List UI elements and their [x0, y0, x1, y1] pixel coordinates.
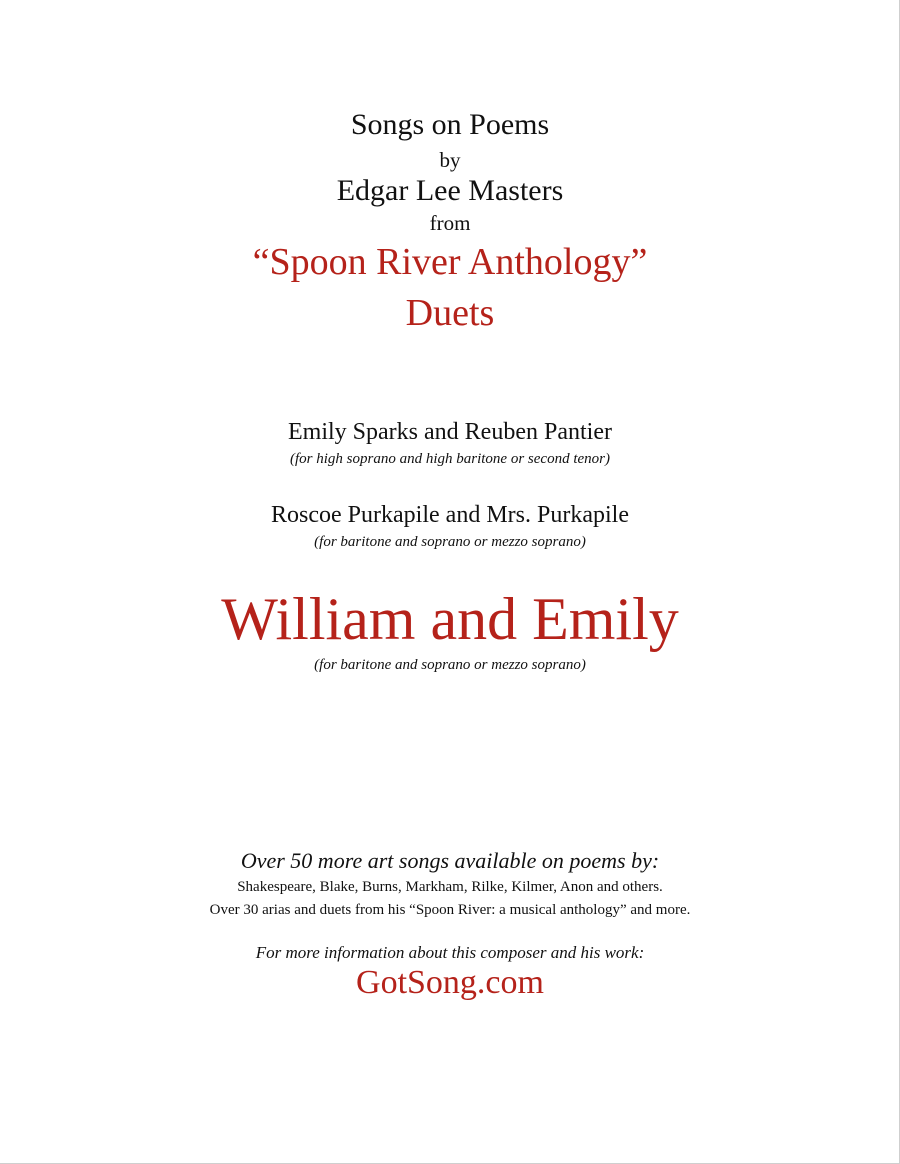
duet-title-1: Emily Sparks and Reuben Pantier	[288, 419, 612, 445]
collection-subtitle: Duets	[405, 292, 495, 334]
poets-list: Shakespeare, Blake, Burns, Markham, Rilke, Kilmer, Anon and others.	[237, 879, 663, 895]
featured-voices: (for baritone and soprano or mezzo soprano)	[314, 657, 586, 673]
poet-name: Edgar Lee Masters	[336, 174, 564, 207]
duet-title-2: Roscoe Purkapile and Mrs. Purkapile	[271, 502, 629, 528]
header-songs-on-poems: Songs on Poems	[350, 108, 550, 141]
header-from: from	[429, 211, 471, 235]
duet-voices-2: (for baritone and soprano or mezzo soprano)	[314, 534, 586, 550]
website-link[interactable]: GotSong.com	[356, 964, 544, 1001]
arias-note: Over 30 arias and duets from his “Spoon River: a musical anthology” and more.	[209, 902, 691, 918]
duet-voices-1: (for high soprano and high baritone or second tenor)	[290, 451, 610, 467]
featured-title: William and Emily	[221, 586, 679, 652]
header-by: by	[439, 148, 461, 172]
more-songs-heading: Over 50 more art songs available on poems by:	[240, 848, 660, 873]
info-note: For more information about this composer and his work:	[255, 943, 645, 962]
collection-title: “Spoon River Anthology”	[252, 241, 648, 283]
